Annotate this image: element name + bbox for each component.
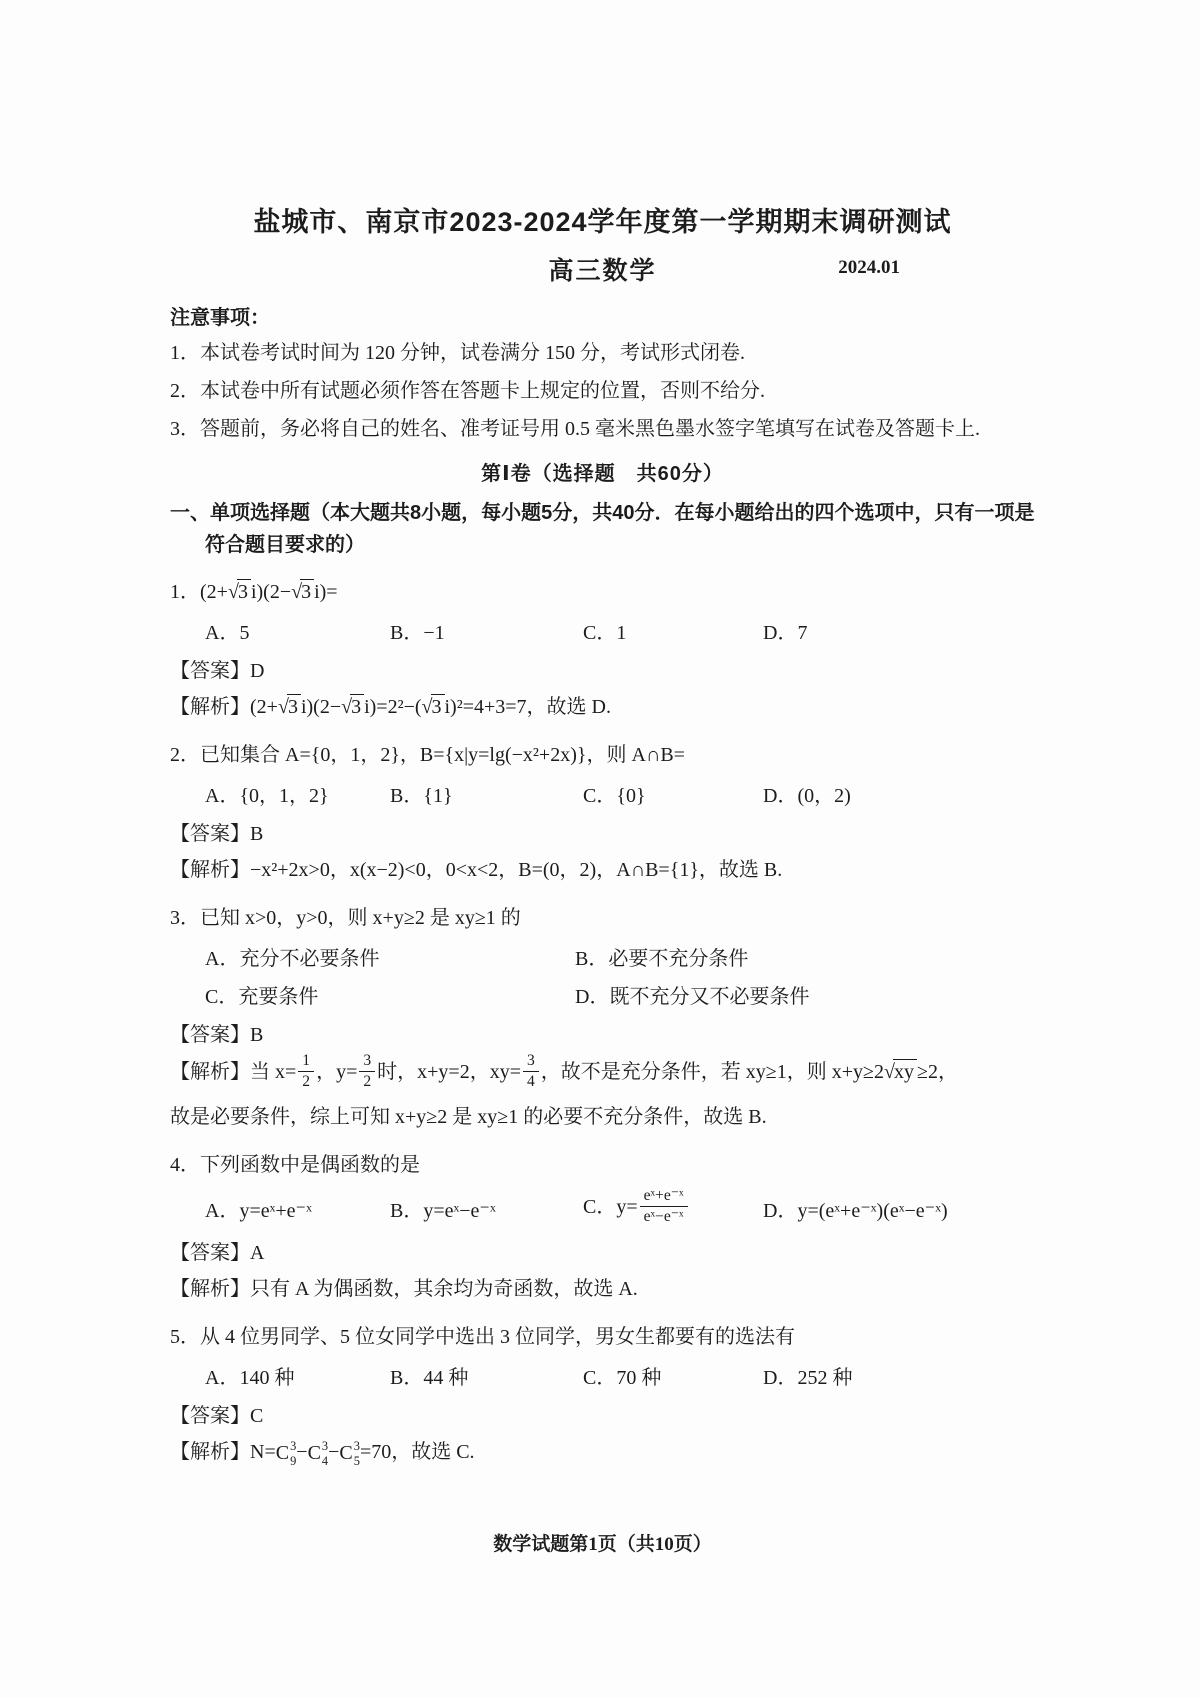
option-a: A．140 种 bbox=[205, 1367, 295, 1390]
options-row bbox=[170, 616, 1035, 645]
option-d: D．252 种 bbox=[763, 1367, 853, 1390]
question-5 bbox=[170, 1322, 1035, 1471]
analysis-line: 【解析】(2+√3 i)(2−√3 i)=2²−(√3 i)²=4+3=7，故选 D. bbox=[170, 690, 1035, 725]
question-stem: 1．(2+√3 i)(2−√3 i)= bbox=[170, 577, 1035, 607]
options-grid bbox=[170, 942, 1035, 1009]
question-1 bbox=[170, 577, 1035, 725]
question-stem: 5．从 4 位男同学、5 位女同学中选出 3 位同学，男女生都要有的选法有 bbox=[170, 1326, 795, 1349]
sqrt-expression: √3 bbox=[422, 690, 445, 725]
section-heading: 一、单项选择题（本大题共8小题，每小题5分，共40分．在每小题给出的四个选项中，只有一项是符合题目要求的） bbox=[170, 502, 1035, 557]
notice-title: 注意事项： bbox=[170, 307, 270, 329]
option-d: D．(0，2) bbox=[763, 784, 851, 807]
question-stem: 2．已知集合 A={0，1，2}，B={x|y=lg(−x²+2x)}，则 A∩B= bbox=[170, 743, 685, 766]
option-c: C．70 种 bbox=[583, 1367, 662, 1390]
fraction: $\frac{1}{2}$ bbox=[298, 1052, 314, 1091]
option-d: D．既不充分又不必要条件 bbox=[575, 985, 810, 1008]
option-b: B．{1} bbox=[390, 784, 453, 807]
option-d: D．7 bbox=[763, 621, 808, 644]
analysis-line: 【解析】−x²+2x>0，x(x−2)<0，0<x<2，B=(0，2)，A∩B={1}，故选 B. bbox=[170, 858, 783, 881]
sqrt-expression: √xy bbox=[884, 1055, 917, 1090]
analysis-line: 【解析】当 x= $\frac{1}{2}$ ，y= $\frac{3}{2}$ 时，x+y=2，xy= $\frac{3}{4}$ ，故不是充分条件，若 xy≥1，则 x+y≥2√xy ≥2， bbox=[170, 1051, 958, 1090]
question-stem: 4．下列函数中是偶函数的是 bbox=[170, 1153, 420, 1176]
notice-item-2: 2．本试卷中所有试题必须作答在答题卡上规定的位置，否则不给分. bbox=[170, 380, 765, 402]
sqrt-expression: √3 bbox=[291, 577, 314, 607]
question-2 bbox=[170, 740, 1035, 888]
analysis-line: 【解析】只有 A 为偶函数，其余均为奇函数，故选 A. bbox=[170, 1278, 638, 1301]
option-b: B．必要不充分条件 bbox=[575, 947, 749, 970]
option-b: B．44 种 bbox=[390, 1367, 469, 1390]
notice-section bbox=[170, 301, 1035, 444]
combination-symbol: C 3 9 bbox=[275, 1439, 297, 1468]
question-stem: 3．已知 x>0，y>0，则 x+y≥2 是 xy≥1 的 bbox=[170, 906, 521, 929]
option-a: A．5 bbox=[205, 621, 250, 644]
option-b: B．y=eˣ−e⁻ˣ bbox=[390, 1199, 496, 1222]
fraction: $\frac{3}{2}$ bbox=[359, 1052, 375, 1091]
question-3 bbox=[170, 903, 1035, 1135]
combination-symbol: C 3 4 bbox=[307, 1439, 329, 1468]
page-footer: 数学试题第1页（共10页） bbox=[493, 1534, 712, 1556]
option-c: C．充要条件 bbox=[205, 985, 319, 1008]
notice-item-1: 1．本试卷考试时间为 120 分钟，试卷满分 150 分，考试形式闭卷. bbox=[170, 342, 745, 364]
option-c: C．1 bbox=[583, 621, 627, 644]
option-a: A．充分不必要条件 bbox=[205, 947, 380, 970]
sqrt-expression: √3 bbox=[228, 577, 251, 607]
option-c: C．{0} bbox=[583, 784, 646, 807]
analysis-line: 【解析】N= C 3 9 − C 3 4 − C 3 5 =70，故选 C. bbox=[170, 1435, 1035, 1471]
option-d: D．y=(eˣ+e⁻ˣ)(eˣ−e⁻ˣ) bbox=[763, 1199, 948, 1222]
option-a: A．{0，1，2} bbox=[205, 784, 329, 807]
option-a: A．y=eˣ+e⁻ˣ bbox=[205, 1199, 312, 1222]
options-row bbox=[170, 779, 1035, 808]
option-b: B．−1 bbox=[390, 621, 445, 644]
fraction: $\frac{\text{eˣ+e⁻ˣ}}{\text{eˣ−e⁻ˣ}}$ bbox=[640, 1187, 688, 1226]
option-c: C．y= $\frac{\text{eˣ+e⁻ˣ}}{\text{eˣ−e⁻ˣ}}$ bbox=[583, 1189, 763, 1228]
answer-line: 【答案】C bbox=[170, 1405, 264, 1428]
answer-line: 【答案】A bbox=[170, 1242, 265, 1265]
sqrt-expression: √3 bbox=[341, 690, 364, 725]
notice-item-3: 3．答题前，务必将自己的姓名、准考证号用 0.5 毫米黑色墨水签字笔填写在试卷及答题卡上. bbox=[170, 418, 980, 440]
options-row bbox=[170, 1361, 1035, 1390]
subtitle-row bbox=[170, 251, 1035, 285]
exam-title: 盐城市、南京市2023-2024学年度第一学期期末调研测试 bbox=[253, 207, 952, 237]
combination-symbol: C 3 5 bbox=[339, 1439, 360, 1468]
analysis-line-2: 故是必要条件，综上可知 x+y≥2 是 xy≥1 的必要不充分条件，故选 B. bbox=[170, 1105, 767, 1128]
answer-line: 【答案】D bbox=[170, 659, 265, 682]
answer-line: 【答案】B bbox=[170, 1023, 264, 1046]
exam-subtitle: 高三数学 bbox=[548, 257, 657, 285]
fraction: $\frac{3}{4}$ bbox=[523, 1052, 539, 1091]
volume-heading: 第Ⅰ卷（选择题 共60分） bbox=[481, 463, 724, 485]
question-4 bbox=[170, 1150, 1035, 1308]
options-row bbox=[170, 1186, 1035, 1228]
exam-date: 2024.01 bbox=[838, 257, 900, 278]
answer-line: 【答案】B bbox=[170, 822, 264, 845]
sqrt-expression: √3 bbox=[278, 690, 301, 725]
